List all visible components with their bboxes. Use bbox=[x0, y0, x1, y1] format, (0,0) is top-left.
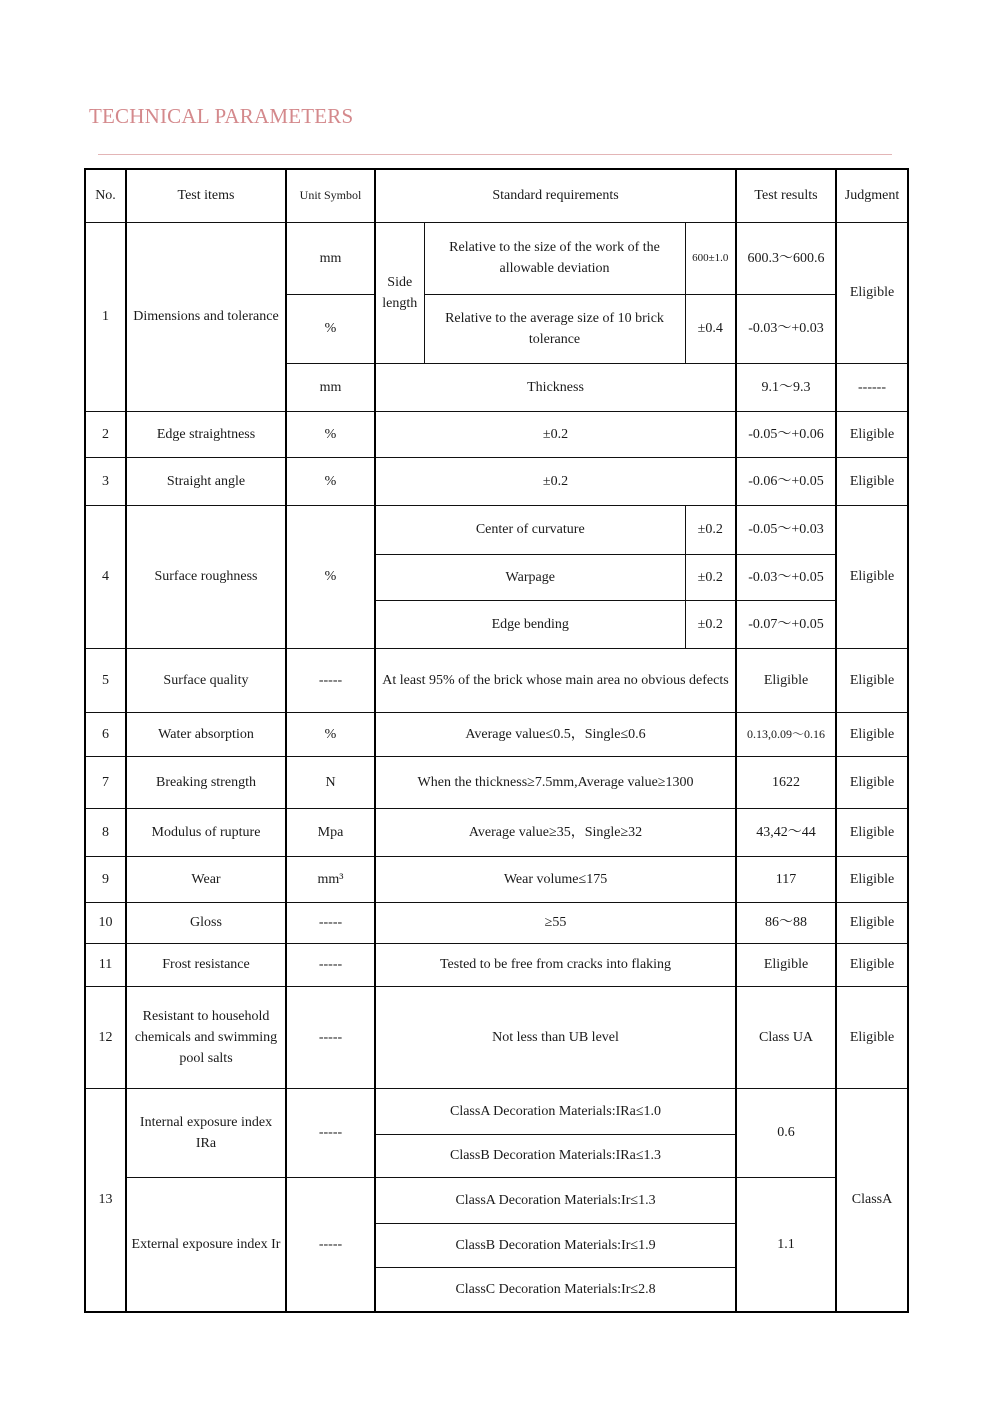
row-number: 8 bbox=[85, 808, 126, 856]
judgment: Eligible bbox=[836, 943, 908, 986]
standard-requirement: When the thickness≥7.5mm,Average value≥1300 bbox=[375, 756, 736, 808]
header-unit-symbol: Unit Symbol bbox=[286, 169, 375, 222]
standard-requirement: Center of curvature bbox=[375, 505, 685, 554]
test-item: Straight angle bbox=[126, 457, 286, 505]
header-test-results: Test results bbox=[736, 169, 836, 222]
judgment: Eligible bbox=[836, 648, 908, 712]
unit-symbol: ----- bbox=[286, 1177, 375, 1312]
table-row bbox=[85, 712, 908, 756]
unit-symbol: ----- bbox=[286, 902, 375, 943]
test-result: -0.05～+0.03 bbox=[736, 505, 836, 554]
judgment: Eligible bbox=[836, 856, 908, 902]
row-number: 11 bbox=[85, 943, 126, 986]
test-item: Frost resistance bbox=[126, 943, 286, 986]
test-item: Surface roughness bbox=[126, 505, 286, 648]
test-result: 0.13,0.09～0.16 bbox=[736, 712, 836, 756]
standard-requirement: ±0.2 bbox=[375, 411, 736, 457]
standard-requirement: Average value≤0.5，Single≤0.6 bbox=[375, 712, 736, 756]
page-title: TECHNICAL PARAMETERS bbox=[89, 104, 354, 128]
standard-requirement: Edge bending bbox=[375, 600, 685, 648]
standard-requirement: Warpage bbox=[375, 554, 685, 600]
test-item: Edge straightness bbox=[126, 411, 286, 457]
unit-symbol: % bbox=[286, 457, 375, 505]
test-result: Class UA bbox=[736, 986, 836, 1088]
header-standard-requirements: Standard requirements bbox=[375, 169, 736, 222]
unit-symbol: % bbox=[286, 712, 375, 756]
standard-requirement: ClassA Decoration Materials:Ir≤1.3 bbox=[375, 1177, 736, 1223]
standard-requirement: Not less than UB level bbox=[375, 986, 736, 1088]
unit-symbol: mm³ bbox=[286, 856, 375, 902]
test-result: -0.06～+0.05 bbox=[736, 457, 836, 505]
test-item: Water absorption bbox=[126, 712, 286, 756]
unit-symbol: ----- bbox=[286, 648, 375, 712]
test-item: Breaking strength bbox=[126, 756, 286, 808]
test-result: -0.03～+0.03 bbox=[736, 294, 836, 363]
unit-symbol: % bbox=[286, 505, 375, 648]
table-row bbox=[85, 411, 908, 457]
standard-requirement: At least 95% of the brick whose main area no obvious defects bbox=[375, 648, 736, 712]
unit-symbol: ----- bbox=[286, 986, 375, 1088]
standard-limit: 600±1.0 bbox=[685, 222, 736, 294]
test-result: -0.07～+0.05 bbox=[736, 600, 836, 648]
row-number: 3 bbox=[85, 457, 126, 505]
test-result: -0.03～+0.05 bbox=[736, 554, 836, 600]
row-number: 4 bbox=[85, 505, 126, 648]
unit-symbol: mm bbox=[286, 222, 375, 294]
test-item: Internal exposure index IRa bbox=[126, 1088, 286, 1177]
standard-requirement: Tested to be free from cracks into flaking bbox=[375, 943, 736, 986]
row-number: 6 bbox=[85, 712, 126, 756]
standard-requirement: Wear volume≤175 bbox=[375, 856, 736, 902]
test-item: Resistant to household chemicals and swimming pool salts bbox=[126, 986, 286, 1088]
judgment: Eligible bbox=[836, 902, 908, 943]
unit-symbol: % bbox=[286, 294, 375, 363]
table-row bbox=[85, 222, 908, 294]
unit-symbol: ----- bbox=[286, 943, 375, 986]
row-number: 7 bbox=[85, 756, 126, 808]
test-result: Eligible bbox=[736, 648, 836, 712]
judgment: Eligible bbox=[836, 457, 908, 505]
standard-requirement: ±0.2 bbox=[375, 457, 736, 505]
row-number: 2 bbox=[85, 411, 126, 457]
judgment: Eligible bbox=[836, 986, 908, 1088]
unit-symbol: mm bbox=[286, 363, 375, 411]
table-row bbox=[85, 943, 908, 986]
unit-symbol: N bbox=[286, 756, 375, 808]
table-row bbox=[85, 808, 908, 856]
header-row bbox=[85, 169, 908, 222]
judgment: Eligible bbox=[836, 808, 908, 856]
judgment: Eligible bbox=[836, 222, 908, 363]
row-number: 5 bbox=[85, 648, 126, 712]
test-result: 1.1 bbox=[736, 1177, 836, 1312]
standard-limit: ±0.2 bbox=[685, 600, 736, 648]
test-result: 0.6 bbox=[736, 1088, 836, 1177]
title-divider bbox=[98, 154, 892, 155]
table-row bbox=[85, 457, 908, 505]
test-item: External exposure index Ir bbox=[126, 1177, 286, 1312]
standard-requirement: ClassB Decoration Materials:Ir≤1.9 bbox=[375, 1223, 736, 1267]
standard-requirement: Relative to the size of the work of the allowable deviation bbox=[424, 222, 685, 294]
standard-limit: ±0.2 bbox=[685, 554, 736, 600]
standard-requirement: ≥55 bbox=[375, 902, 736, 943]
side-length-label: Side length bbox=[375, 222, 424, 363]
standard-requirement: ClassB Decoration Materials:IRa≤1.3 bbox=[375, 1134, 736, 1177]
test-result: 600.3～600.6 bbox=[736, 222, 836, 294]
test-result: 9.1～9.3 bbox=[736, 363, 836, 411]
standard-requirement: ClassC Decoration Materials:Ir≤2.8 bbox=[375, 1267, 736, 1312]
row-number: 10 bbox=[85, 902, 126, 943]
judgment: ClassA bbox=[836, 1088, 908, 1312]
test-result: 43,42～44 bbox=[736, 808, 836, 856]
table-row bbox=[85, 1177, 908, 1223]
table-row bbox=[85, 1088, 908, 1134]
header-test-items: Test items bbox=[126, 169, 286, 222]
judgment: Eligible bbox=[836, 712, 908, 756]
standard-requirement: ClassA Decoration Materials:IRa≤1.0 bbox=[375, 1088, 736, 1134]
test-result: 1622 bbox=[736, 756, 836, 808]
row-number: 12 bbox=[85, 986, 126, 1088]
row-number: 1 bbox=[85, 222, 126, 411]
row-number: 9 bbox=[85, 856, 126, 902]
header-judgment: Judgment bbox=[836, 169, 908, 222]
unit-symbol: % bbox=[286, 411, 375, 457]
standard-limit: ±0.4 bbox=[685, 294, 736, 363]
unit-symbol: Mpa bbox=[286, 808, 375, 856]
table-row bbox=[85, 505, 908, 554]
test-item: Gloss bbox=[126, 902, 286, 943]
header-no: No. bbox=[85, 169, 126, 222]
test-item: Modulus of rupture bbox=[126, 808, 286, 856]
test-result: 117 bbox=[736, 856, 836, 902]
standard-limit: ±0.2 bbox=[685, 505, 736, 554]
table-row bbox=[85, 986, 908, 1088]
standard-requirement: Thickness bbox=[375, 363, 736, 411]
table-row bbox=[85, 902, 908, 943]
judgment: ------ bbox=[836, 363, 908, 411]
technical-parameters-table bbox=[84, 168, 909, 1313]
test-item: Wear bbox=[126, 856, 286, 902]
table-row bbox=[85, 648, 908, 712]
standard-requirement: Relative to the average size of 10 brick tolerance bbox=[424, 294, 685, 363]
table-row bbox=[85, 756, 908, 808]
unit-symbol: ----- bbox=[286, 1088, 375, 1177]
test-result: -0.05～+0.06 bbox=[736, 411, 836, 457]
test-result: 86～88 bbox=[736, 902, 836, 943]
table-row bbox=[85, 856, 908, 902]
test-item: Dimensions and tolerance bbox=[126, 222, 286, 411]
judgment: Eligible bbox=[836, 411, 908, 457]
row-number: 13 bbox=[85, 1088, 126, 1312]
standard-requirement: Average value≥35，Single≥32 bbox=[375, 808, 736, 856]
test-result: Eligible bbox=[736, 943, 836, 986]
judgment: Eligible bbox=[836, 756, 908, 808]
judgment: Eligible bbox=[836, 505, 908, 648]
test-item: Surface quality bbox=[126, 648, 286, 712]
